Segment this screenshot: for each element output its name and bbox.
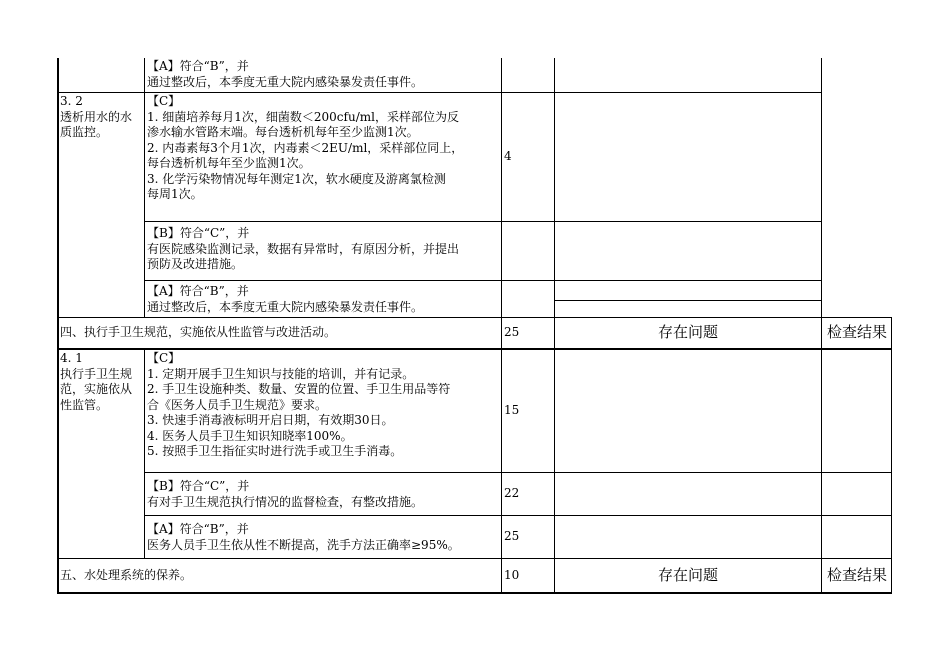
grid-line	[145, 221, 554, 222]
score-value: 15	[504, 403, 520, 418]
criterion-line: 【A】符合“B”，并	[147, 59, 249, 73]
criterion-b-cell	[145, 473, 501, 515]
result-header	[822, 318, 892, 348]
score-value: 4	[504, 149, 512, 164]
issues-header	[555, 318, 821, 348]
criterion-c-cell	[145, 350, 501, 472]
grid-line	[58, 348, 892, 350]
grid-line	[58, 317, 892, 318]
result-label: 检查结果	[826, 566, 887, 585]
result-label: 检查结果	[826, 323, 887, 342]
criterion-line: 渗水输水管路末端。每台透析机每年至少监测1次。	[147, 125, 419, 139]
criterion-line: 【B】符合“C”，并	[147, 226, 250, 240]
item-cell	[58, 93, 144, 221]
criterion-line: 每台透析机每年至少监测1次。	[147, 156, 311, 170]
grid-line	[554, 58, 555, 594]
grid-line	[58, 592, 892, 594]
score-cell	[502, 516, 554, 558]
grid-line	[145, 515, 892, 516]
criterion-line: 【B】符合“C”，并	[147, 479, 250, 493]
grid-line	[501, 58, 502, 594]
grid-line	[145, 280, 554, 281]
criterion-b-cell	[145, 222, 501, 280]
score-cell	[502, 350, 554, 472]
issues-label: 存在问题	[657, 323, 718, 342]
score-value: 10	[504, 568, 520, 583]
criterion-line: 通过整改后，本季度无重大院内感染暴发责任事件。	[147, 299, 424, 314]
item-title-line: 透析用水的水	[60, 109, 133, 124]
score-value: 25	[504, 325, 520, 340]
score-cell	[502, 93, 554, 221]
criterion-line: 4. 医务人员手卫生知识知晓率100%。	[147, 428, 353, 443]
grid-line	[555, 221, 821, 222]
item-title-line: 执行手卫生规	[60, 366, 133, 381]
grid-line	[555, 300, 821, 301]
item-title-line: 性监管。	[60, 397, 109, 412]
criterion-line: 【A】符合“B”，并	[147, 522, 249, 536]
criterion-line: 合《医务人员手卫生规范》要求。	[147, 397, 328, 412]
section-title	[58, 560, 501, 592]
grid-line	[891, 317, 892, 594]
score-value: 25	[504, 529, 520, 544]
criterion-line: 【A】符合“B”，并	[147, 284, 249, 298]
section-title	[58, 318, 501, 348]
criterion-a-cell	[145, 516, 501, 558]
grid-line	[145, 472, 892, 473]
item-number: 3. 2	[60, 94, 83, 108]
item-cell	[58, 350, 144, 472]
grid-line	[58, 558, 892, 559]
score-cell	[502, 473, 554, 515]
criterion-line: 2. 内毒素每3个月1次，内毒素＜2EU/ml，采样部位同上，	[147, 140, 464, 155]
criterion-a-cell	[145, 58, 501, 92]
issues-label: 存在问题	[657, 566, 718, 585]
grid-line	[144, 58, 145, 318]
criterion-line: 有医院感染监测记录，数据有异常时，有原因分析，并提出	[147, 241, 460, 256]
grid-line	[144, 349, 145, 559]
issues-header	[555, 560, 821, 592]
section-score	[502, 560, 554, 592]
result-header	[822, 560, 892, 592]
criterion-line: 3. 化学污染物情况每年测定1次，软水硬度及游离氯检测	[147, 171, 446, 186]
criterion-a-cell	[145, 281, 501, 317]
score-value: 22	[504, 486, 520, 501]
criterion-line: 3. 快速手消毒液标明开启日期，有效期30日。	[147, 413, 394, 427]
item-title-line: 质监控。	[60, 125, 109, 139]
section-score	[502, 318, 554, 348]
criterion-line: 【C】	[147, 351, 181, 365]
criterion-line: 5. 按照手卫生指征实时进行洗手或卫生手消毒。	[147, 444, 403, 458]
grid-line	[821, 58, 822, 594]
section-title-text: 四、执行手卫生规范，实施依从性监管与改进活动。	[60, 325, 337, 340]
criterion-line: 通过整改后，本季度无重大院内感染暴发责任事件。	[147, 74, 424, 89]
criterion-line: 医务人员手卫生依从性不断提高，洗手方法正确率≥95%。	[147, 537, 460, 552]
item-number: 4. 1	[60, 351, 83, 365]
criterion-c-cell	[145, 93, 501, 221]
criterion-line: 有对手卫生规范执行情况的监督检查，有整改措施。	[147, 494, 424, 509]
criterion-line: 【C】	[147, 94, 181, 108]
criterion-line: 1. 细菌培养每月1次，细菌数＜200cfu/ml，采样部位为反	[147, 109, 459, 124]
criterion-line: 每周1次。	[147, 187, 203, 201]
grid-line	[58, 92, 821, 93]
criterion-line: 2. 手卫生设施种类、数量、安置的位置、手卫生用品等符	[147, 382, 451, 396]
criterion-line: 预防及改进措施。	[147, 257, 244, 271]
item-title-line: 范，实施依从	[60, 382, 133, 396]
criterion-line: 1. 定期开展手卫生知识与技能的培训，并有记录。	[147, 366, 415, 381]
grid-line	[555, 280, 821, 281]
section-title-text: 五、水处理系统的保养。	[60, 568, 193, 583]
grid-line	[57, 58, 59, 594]
